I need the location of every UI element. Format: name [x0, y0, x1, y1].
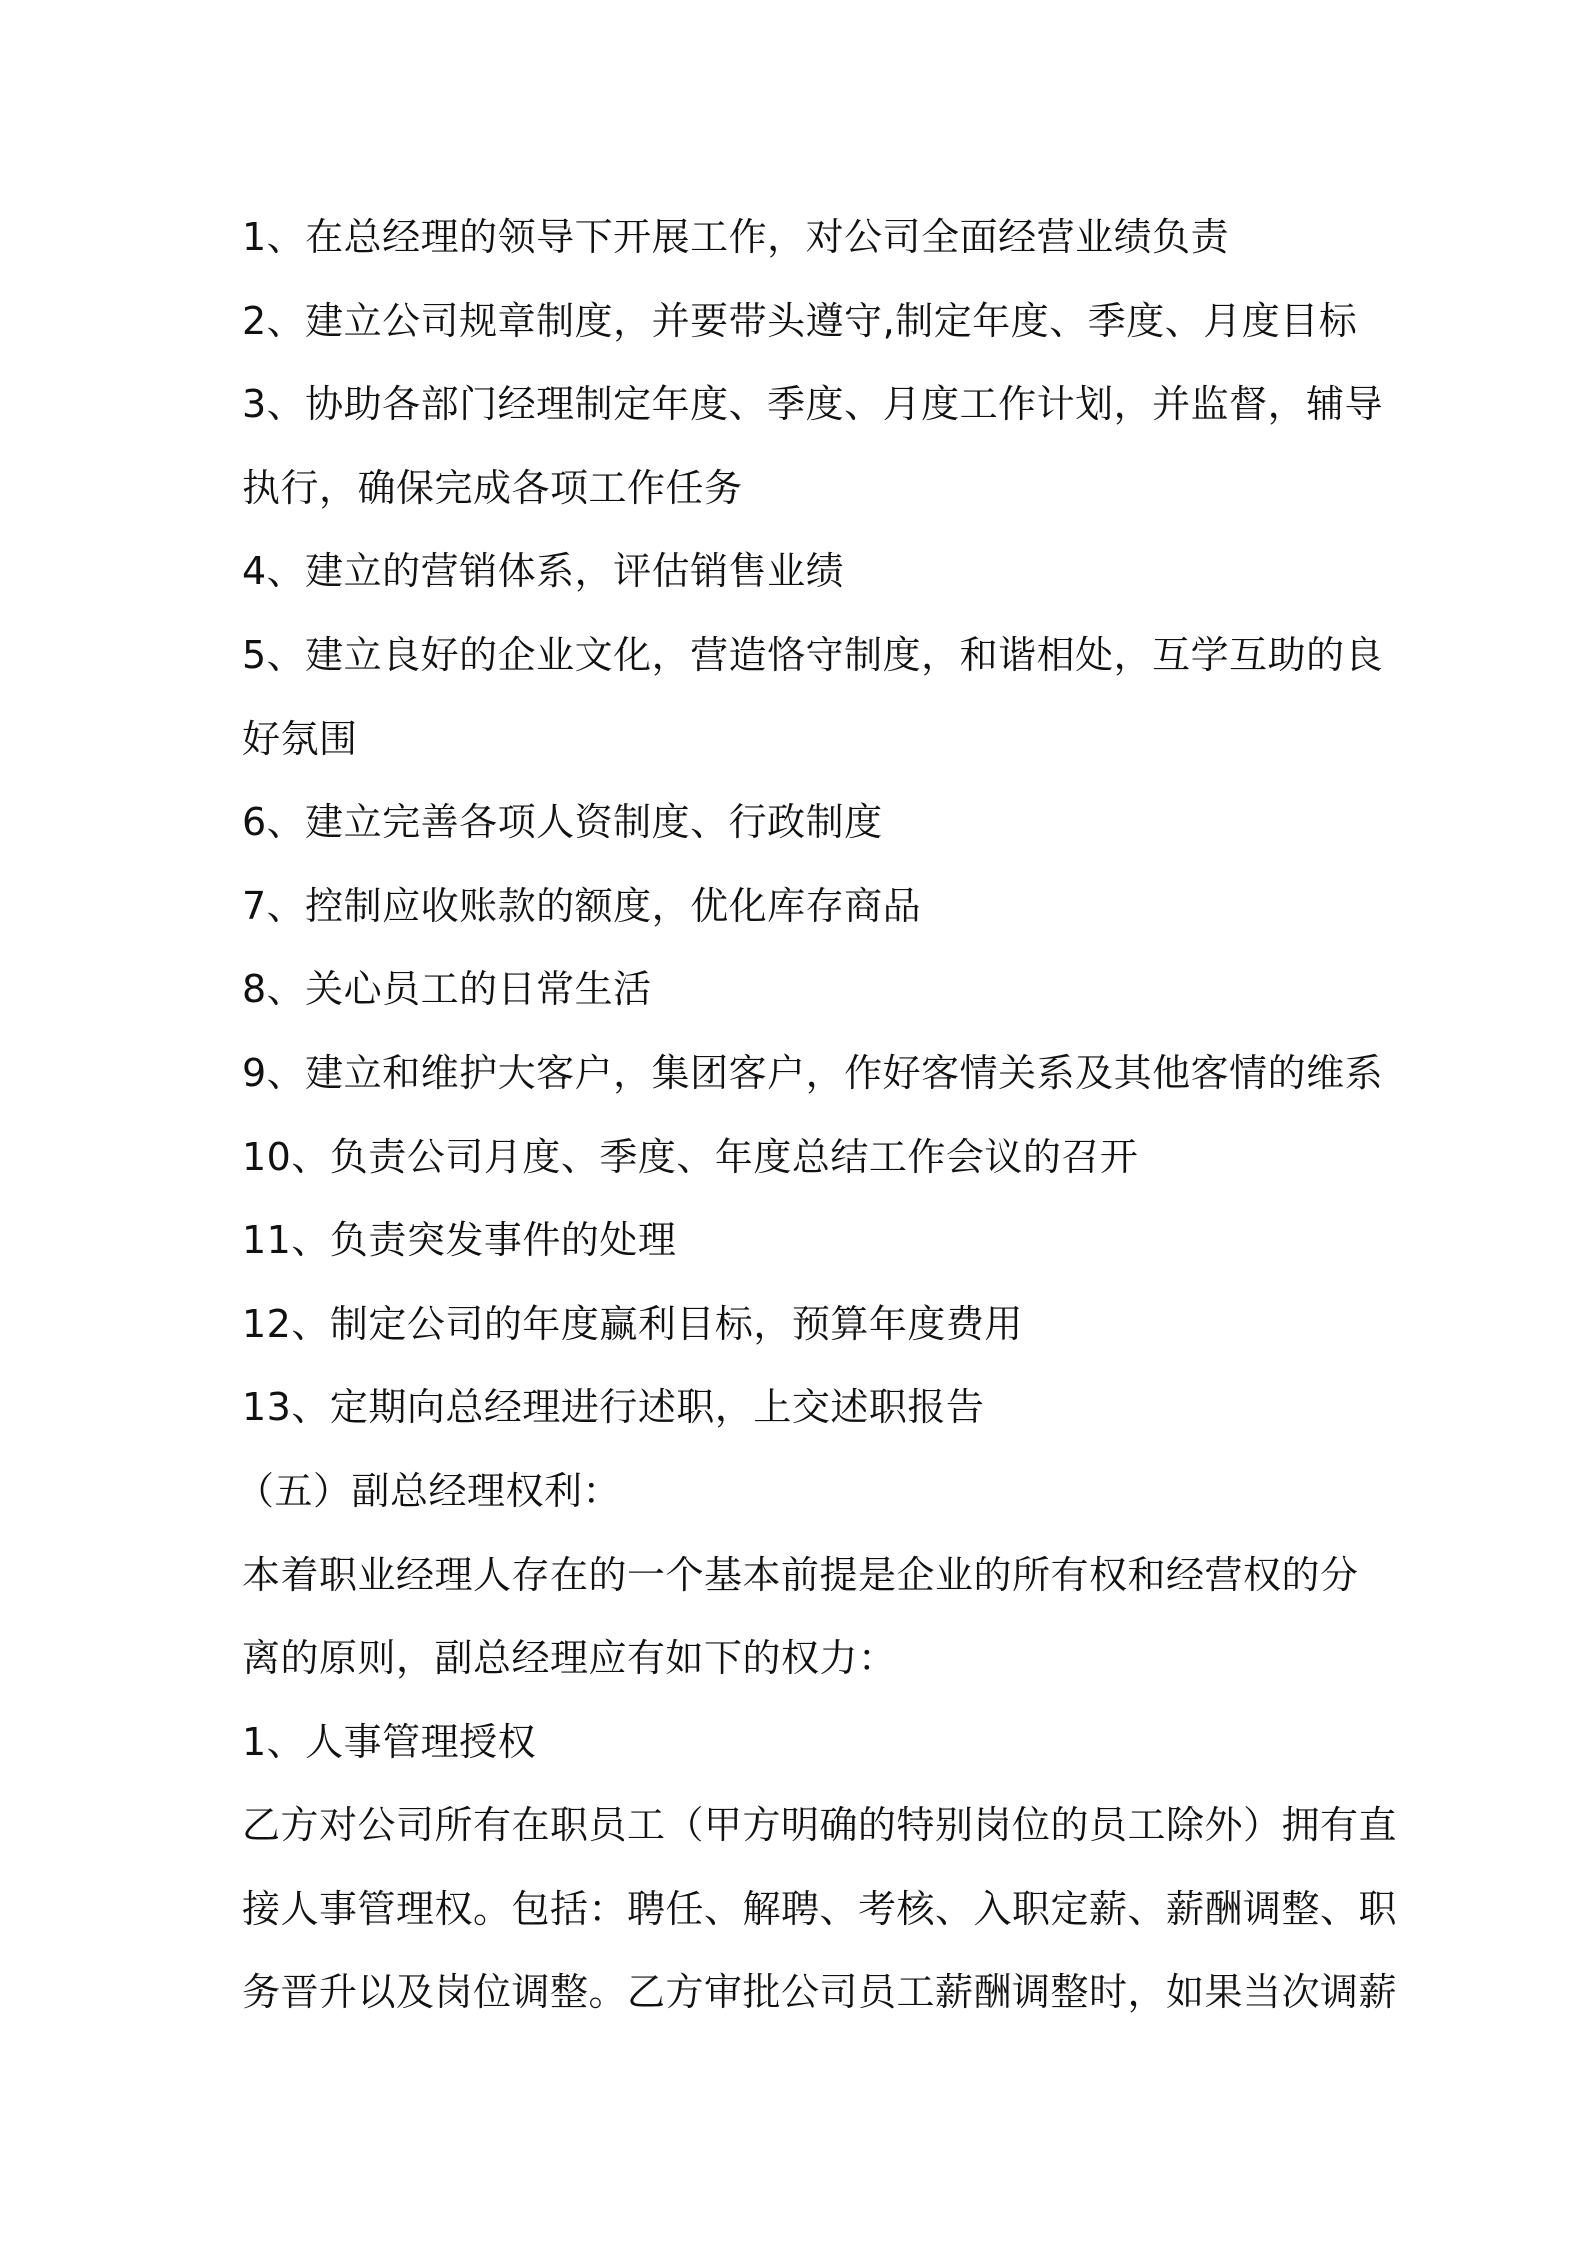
- duty-item-4: 4、建立的营销体系，评估销售业绩: [242, 549, 845, 594]
- duty-item-10: 10、负责公司月度、季度、年度总结工作会议的召开: [242, 1134, 1139, 1179]
- authority-paragraph-line-2: 接人事管理权。包括：聘任、解聘、考核、入职定薪、薪酬调整、职: [242, 1886, 1398, 1931]
- authority-paragraph-line-1: 乙方对公司所有在职员工（甲方明确的特别岗位的员工除外）拥有直: [242, 1803, 1398, 1848]
- section-heading: （五）副总经理权利：: [236, 1468, 622, 1513]
- duty-item-8: 8、关心员工的日常生活: [242, 967, 652, 1012]
- intro-paragraph-line-1: 本着职业经理人存在的一个基本前提是企业的所有权和经营权的分: [242, 1552, 1359, 1597]
- document-body: [236, 196, 1398, 2035]
- duty-item-3: 3、协助各部门经理制定年度、季度、月度工作计划，并监督，辅导: [242, 382, 1384, 427]
- intro-paragraph-line-2: 离的原则，副总经理应有如下的权力：: [242, 1636, 897, 1681]
- duty-item-11: 11、负责突发事件的处理: [242, 1218, 677, 1263]
- duty-item-1: 1、在总经理的领导下开展工作，对公司全面经营业绩负责: [242, 215, 1230, 259]
- authority-paragraph-line-3: 务晋升以及岗位调整。乙方审批公司员工薪酬调整时，如果当次调薪: [242, 1970, 1398, 2015]
- duty-item-7: 7、控制应收账款的额度，优化库存商品: [242, 883, 922, 928]
- duty-item-12: 12、制定公司的年度赢利目标，预算年度费用: [242, 1301, 1023, 1346]
- authority-item-1: 1、人事管理授权: [242, 1719, 537, 1764]
- duty-item-6: 6、建立完善各项人资制度、行政制度: [242, 800, 883, 845]
- duty-item-3-continued: 执行，确保完成各项工作任务: [242, 465, 743, 510]
- duty-item-5: 5、建立良好的企业文化，营造恪守制度，和谐相处，互学互助的良: [242, 632, 1384, 677]
- duty-item-9: 9、建立和维护大客户，集团客户，作好客情关系及其他客情的维系: [242, 1050, 1384, 1095]
- duty-item-2: 2、建立公司规章制度，并要带头遵守,制定年度、季度、月度目标: [242, 298, 1358, 343]
- duty-item-13: 13、定期向总经理进行述职，上交述职报告: [242, 1385, 985, 1430]
- duty-item-5-continued: 好氛围: [242, 716, 358, 761]
